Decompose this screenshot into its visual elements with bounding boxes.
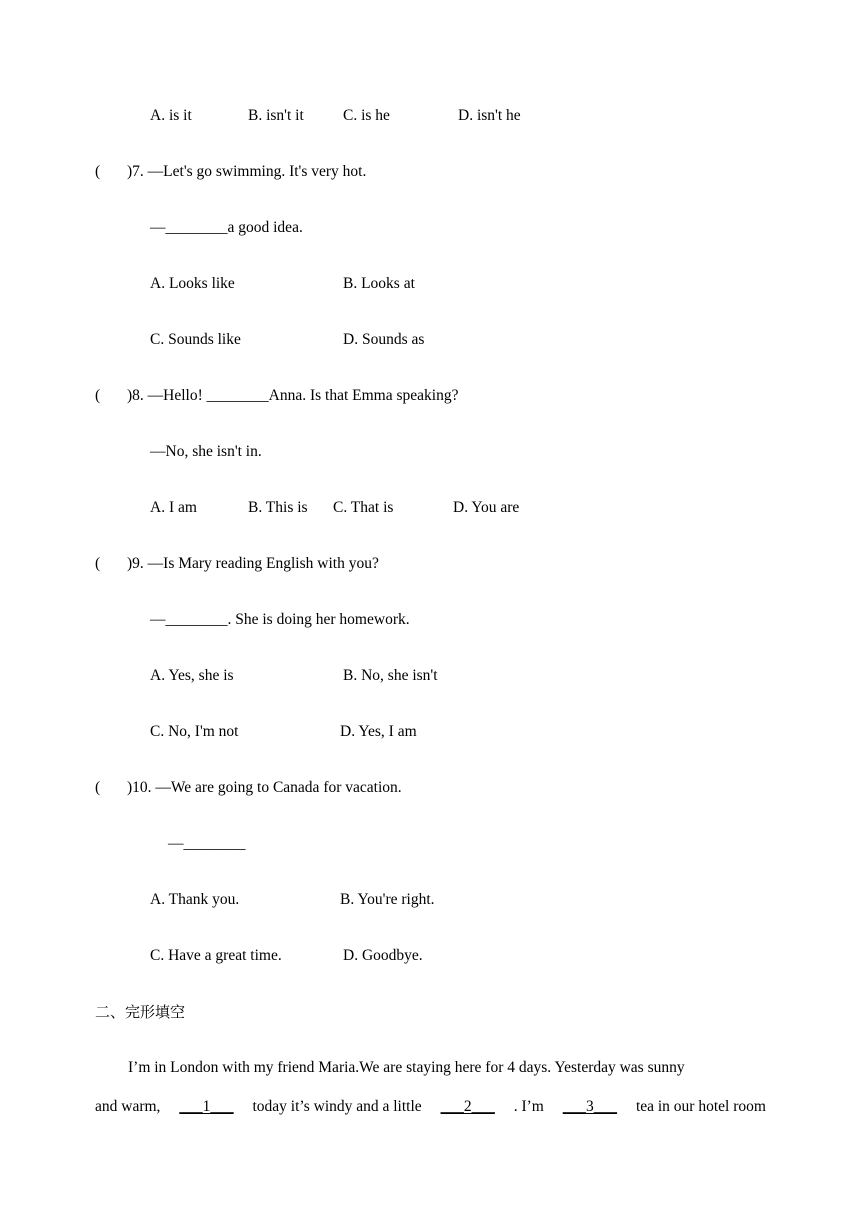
q6-option-d: D. isn't he bbox=[458, 107, 521, 124]
cloze-blank-3: ___3___ bbox=[562, 1098, 618, 1115]
q7-reply: —________a good idea. bbox=[150, 219, 303, 236]
q7-option-a: A. Looks like bbox=[150, 275, 235, 292]
q10-option-a: A. Thank you. bbox=[150, 891, 240, 908]
q7-question: )7. —Let's go swimming. It's very hot. bbox=[127, 163, 367, 180]
q10-reply: —________ bbox=[168, 835, 246, 852]
q7-option-c: C. Sounds like bbox=[150, 331, 241, 348]
q10-answer-paren: ( bbox=[95, 779, 101, 796]
cloze-passage bbox=[95, 1058, 766, 1117]
q10-option-b: B. You're right. bbox=[340, 891, 435, 908]
q8-question: )8. —Hello! ________Anna. Is that Emma speaking? bbox=[127, 387, 459, 404]
q9-answer-paren: ( bbox=[95, 555, 101, 572]
cloze-blank-2: ___2___ bbox=[440, 1098, 495, 1115]
q6-option-b: B. isn't it bbox=[248, 107, 304, 124]
q9-option-b: B. No, she isn't bbox=[343, 667, 438, 684]
passage-text-b: today it’s windy and a little bbox=[252, 1098, 422, 1115]
passage-line-2 bbox=[95, 1097, 766, 1117]
passage-line-1 bbox=[95, 1058, 766, 1078]
q8-answer-paren: ( bbox=[95, 387, 101, 404]
q7-answer-paren: ( bbox=[95, 163, 101, 180]
q10-option-d: D. Goodbye. bbox=[343, 947, 423, 964]
q10-option-c: C. Have a great time. bbox=[150, 947, 282, 964]
passage-text-a: and warm, bbox=[95, 1098, 161, 1115]
q9-option-a: A. Yes, she is bbox=[150, 667, 234, 684]
passage-text-c: . I’m bbox=[513, 1098, 544, 1115]
q6-option-c: C. is he bbox=[343, 107, 390, 124]
q8-option-d: D. You are bbox=[453, 499, 520, 516]
q8-option-a: A. I am bbox=[150, 499, 197, 516]
q8-option-c: C. That is bbox=[333, 499, 394, 516]
passage-line-1-text: I’m in London with my friend Maria.We are staying here for 4 days. Yesterday was sunny bbox=[128, 1059, 685, 1076]
section-title-cloze: 二、完形填空 bbox=[95, 1003, 186, 1021]
q7-option-d: D. Sounds as bbox=[343, 331, 425, 348]
q9-option-d: D. Yes, I am bbox=[340, 723, 417, 740]
cloze-blank-1: ___1___ bbox=[179, 1098, 234, 1115]
q7-option-b: B. Looks at bbox=[343, 275, 415, 292]
q10-question: )10. —We are going to Canada for vacation. bbox=[127, 779, 402, 796]
q8-option-b: B. This is bbox=[248, 499, 308, 516]
q9-option-c: C. No, I'm not bbox=[150, 723, 239, 740]
q9-question: )9. —Is Mary reading English with you? bbox=[127, 555, 379, 572]
q9-reply: —________. She is doing her homework. bbox=[150, 611, 410, 628]
q8-reply: —No, she isn't in. bbox=[150, 443, 262, 460]
q6-option-a: A. is it bbox=[150, 107, 192, 124]
passage-text-d: tea in our hotel room bbox=[635, 1098, 766, 1115]
